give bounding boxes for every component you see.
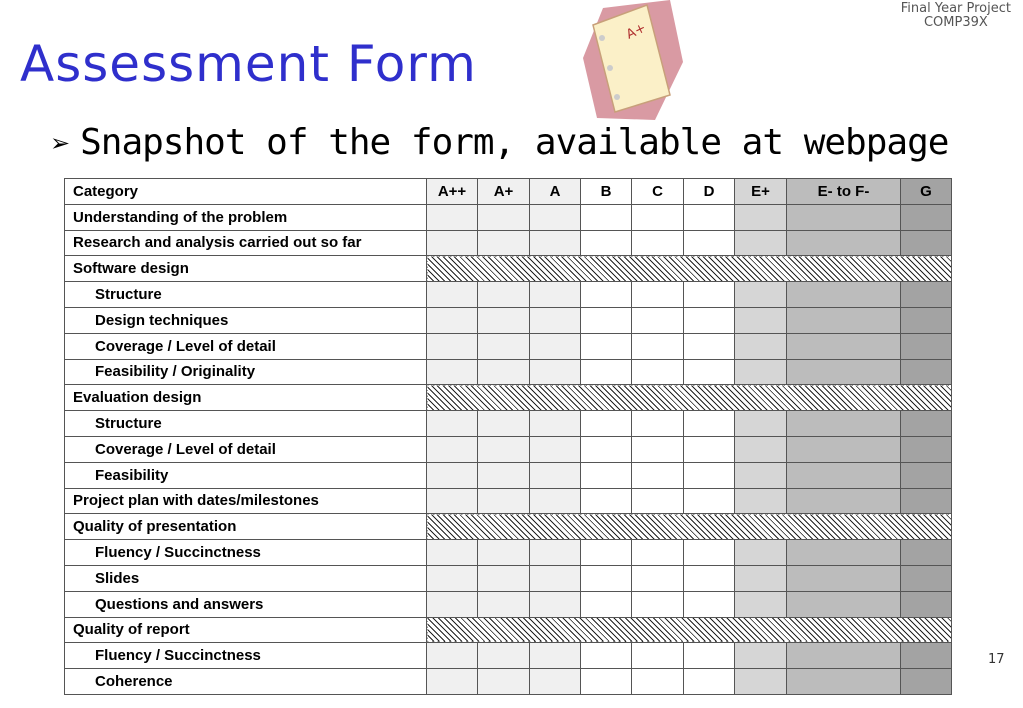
section-row	[65, 256, 952, 282]
grade-cell[interactable]	[787, 282, 901, 308]
table-row	[65, 565, 952, 591]
grade-cell[interactable]	[581, 333, 632, 359]
grade-cell[interactable]	[581, 462, 632, 488]
grade-cell[interactable]	[427, 540, 478, 566]
grade-cell[interactable]	[632, 565, 684, 591]
grade-cell[interactable]	[478, 282, 530, 308]
grade-cell[interactable]	[632, 540, 684, 566]
section-row	[65, 514, 952, 540]
grade-cell[interactable]	[581, 359, 632, 385]
header-grade: D	[684, 179, 735, 205]
grade-cell[interactable]	[632, 436, 684, 462]
grade-cell[interactable]	[901, 643, 952, 669]
grade-cell[interactable]	[530, 591, 581, 617]
grade-cell[interactable]	[427, 282, 478, 308]
table-row	[65, 411, 952, 437]
grade-cell[interactable]	[735, 359, 787, 385]
grade-cell[interactable]	[735, 307, 787, 333]
grade-cell[interactable]	[632, 333, 684, 359]
grade-cell[interactable]	[632, 488, 684, 514]
grade-cell[interactable]	[684, 307, 735, 333]
grade-cell[interactable]	[684, 230, 735, 256]
row-label: Coverage / Level of detail	[65, 333, 427, 359]
grade-cell[interactable]	[684, 488, 735, 514]
grade-cell[interactable]	[581, 565, 632, 591]
grade-cell[interactable]	[787, 307, 901, 333]
grade-cell[interactable]	[787, 230, 901, 256]
grade-paper-clipart	[575, 0, 685, 125]
grade-cell[interactable]	[530, 643, 581, 669]
grade-cell[interactable]	[735, 643, 787, 669]
grade-cell[interactable]	[632, 307, 684, 333]
grade-cell[interactable]	[478, 540, 530, 566]
grade-cell[interactable]	[478, 230, 530, 256]
grade-cell[interactable]	[684, 565, 735, 591]
table-row	[65, 643, 952, 669]
header-grade: E+	[735, 179, 787, 205]
header-grade: G	[901, 179, 952, 205]
grade-cell[interactable]	[478, 669, 530, 695]
grade-cell[interactable]	[632, 591, 684, 617]
grade-cell[interactable]	[735, 436, 787, 462]
grade-cell[interactable]	[530, 204, 581, 230]
header-grade: C	[632, 179, 684, 205]
table-row	[65, 230, 952, 256]
grade-cell[interactable]	[478, 565, 530, 591]
grade-cell[interactable]	[632, 359, 684, 385]
grade-cell[interactable]	[581, 282, 632, 308]
grade-cell[interactable]	[581, 436, 632, 462]
row-label: Understanding of the problem	[65, 204, 427, 230]
grade-cell[interactable]	[581, 591, 632, 617]
slide-title: Assessment Form	[20, 35, 477, 93]
bullet-text: Snapshot of the form, available at webpage	[80, 122, 949, 163]
grade-cell[interactable]	[787, 462, 901, 488]
table-row	[65, 669, 952, 695]
grade-cell[interactable]	[901, 359, 952, 385]
grade-cell[interactable]	[901, 333, 952, 359]
grade-cell[interactable]	[735, 488, 787, 514]
grade-cell[interactable]	[478, 436, 530, 462]
hatched-section-cell	[427, 617, 952, 643]
grade-cell[interactable]	[581, 230, 632, 256]
section-row	[65, 617, 952, 643]
grade-cell[interactable]	[478, 333, 530, 359]
grade-cell[interactable]	[581, 411, 632, 437]
grade-cell[interactable]	[735, 333, 787, 359]
grade-cell[interactable]	[735, 411, 787, 437]
grade-cell[interactable]	[735, 565, 787, 591]
grade-cell[interactable]	[684, 591, 735, 617]
table-row	[65, 462, 952, 488]
table-row	[65, 540, 952, 566]
grade-cell[interactable]	[427, 669, 478, 695]
grade-cell[interactable]	[478, 462, 530, 488]
grade-cell[interactable]	[581, 643, 632, 669]
grade-cell[interactable]	[684, 204, 735, 230]
row-label: Structure	[65, 411, 427, 437]
grade-cell[interactable]	[427, 230, 478, 256]
grade-cell[interactable]	[787, 643, 901, 669]
grade-cell[interactable]	[581, 307, 632, 333]
row-label: Structure	[65, 282, 427, 308]
table-row	[65, 204, 952, 230]
grade-cell[interactable]	[787, 359, 901, 385]
assessment-form	[64, 178, 952, 695]
course-label	[901, 2, 1011, 30]
table-row	[65, 591, 952, 617]
grade-cell[interactable]	[427, 565, 478, 591]
grade-cell[interactable]	[478, 643, 530, 669]
row-label: Questions and answers	[65, 591, 427, 617]
grade-cell[interactable]	[901, 282, 952, 308]
row-label: Design techniques	[65, 307, 427, 333]
grade-cell[interactable]	[581, 488, 632, 514]
table-row	[65, 359, 952, 385]
header-category: Category	[65, 179, 427, 205]
grade-cell[interactable]	[427, 488, 478, 514]
grade-cell[interactable]	[684, 540, 735, 566]
grade-cell[interactable]	[735, 669, 787, 695]
grade-cell[interactable]	[787, 333, 901, 359]
row-label: Project plan with dates/milestones	[65, 488, 427, 514]
header-grade: A	[530, 179, 581, 205]
grade-cell[interactable]	[632, 462, 684, 488]
grade-cell[interactable]	[478, 204, 530, 230]
row-label: Slides	[65, 565, 427, 591]
row-label: Coherence	[65, 669, 427, 695]
grade-cell[interactable]	[901, 540, 952, 566]
row-label: Research and analysis carried out so far	[65, 230, 427, 256]
grade-cell[interactable]	[530, 307, 581, 333]
row-label: Fluency / Succinctness	[65, 643, 427, 669]
grade-cell[interactable]	[735, 282, 787, 308]
grade-cell[interactable]	[478, 307, 530, 333]
header-grade: A++	[427, 179, 478, 205]
assessment-table	[64, 178, 952, 695]
table-row	[65, 282, 952, 308]
grade-cell[interactable]	[901, 204, 952, 230]
table-row	[65, 488, 952, 514]
grade-cell[interactable]	[901, 462, 952, 488]
grade-cell[interactable]	[787, 540, 901, 566]
arrow-bullet-icon: ➢	[50, 128, 71, 157]
clipart-hole-2	[607, 65, 613, 71]
grade-cell[interactable]	[581, 204, 632, 230]
grade-cell[interactable]	[901, 565, 952, 591]
grade-cell[interactable]	[530, 540, 581, 566]
header-grade: A+	[478, 179, 530, 205]
grade-cell[interactable]	[530, 565, 581, 591]
grade-cell[interactable]	[787, 565, 901, 591]
grade-cell[interactable]	[530, 230, 581, 256]
grade-cell[interactable]	[735, 230, 787, 256]
page-number: 17	[988, 652, 1005, 667]
grade-cell[interactable]	[632, 282, 684, 308]
grade-cell[interactable]	[478, 488, 530, 514]
grade-cell[interactable]	[901, 230, 952, 256]
clipart-grade-text: A+	[624, 20, 649, 43]
grade-cell[interactable]	[684, 333, 735, 359]
grade-cell[interactable]	[787, 411, 901, 437]
grade-cell[interactable]	[427, 436, 478, 462]
grade-cell[interactable]	[735, 204, 787, 230]
grade-cell[interactable]	[478, 591, 530, 617]
row-label: Software design	[65, 256, 427, 282]
grade-cell[interactable]	[901, 411, 952, 437]
row-label: Fluency / Succinctness	[65, 540, 427, 566]
header-row	[65, 179, 952, 205]
header-grade: B	[581, 179, 632, 205]
row-label: Coverage / Level of detail	[65, 436, 427, 462]
grade-cell[interactable]	[787, 204, 901, 230]
header-grade: E- to F-	[787, 179, 901, 205]
course-line-1: Final Year Project	[900, 1, 1011, 16]
grade-cell[interactable]	[478, 359, 530, 385]
grade-cell[interactable]	[684, 462, 735, 488]
grade-cell[interactable]	[684, 411, 735, 437]
grade-cell[interactable]	[735, 540, 787, 566]
grade-cell[interactable]	[632, 204, 684, 230]
grade-cell[interactable]	[684, 359, 735, 385]
grade-cell[interactable]	[530, 359, 581, 385]
grade-cell[interactable]	[684, 282, 735, 308]
hatched-section-cell	[427, 256, 952, 282]
grade-cell[interactable]	[427, 204, 478, 230]
grade-cell[interactable]	[901, 591, 952, 617]
grade-cell[interactable]	[632, 669, 684, 695]
row-label: Feasibility	[65, 462, 427, 488]
grade-cell[interactable]	[427, 643, 478, 669]
grade-cell[interactable]	[684, 643, 735, 669]
grade-cell[interactable]	[530, 436, 581, 462]
grade-cell[interactable]	[427, 307, 478, 333]
grade-cell[interactable]	[684, 436, 735, 462]
grade-cell[interactable]	[735, 591, 787, 617]
grade-cell[interactable]	[787, 591, 901, 617]
grade-cell[interactable]	[901, 669, 952, 695]
table-row	[65, 333, 952, 359]
grade-cell[interactable]	[735, 462, 787, 488]
grade-cell[interactable]	[787, 669, 901, 695]
clipart-hole-1	[599, 35, 605, 41]
grade-cell[interactable]	[581, 540, 632, 566]
grade-cell[interactable]	[530, 333, 581, 359]
grade-cell[interactable]	[427, 591, 478, 617]
grade-cell[interactable]	[901, 307, 952, 333]
table-row	[65, 307, 952, 333]
hatched-section-cell	[427, 514, 952, 540]
grade-cell[interactable]	[530, 669, 581, 695]
grade-cell[interactable]	[478, 411, 530, 437]
section-row	[65, 385, 952, 411]
grade-cell[interactable]	[530, 462, 581, 488]
course-line-2: COMP39X	[923, 15, 988, 30]
bullet-item	[50, 122, 948, 163]
clipart-hole-3	[614, 94, 620, 100]
row-label: Feasibility / Originality	[65, 359, 427, 385]
grade-cell[interactable]	[530, 411, 581, 437]
grade-cell[interactable]	[530, 282, 581, 308]
grade-cell[interactable]	[787, 488, 901, 514]
grade-cell[interactable]	[684, 669, 735, 695]
grade-cell[interactable]	[632, 411, 684, 437]
grade-cell[interactable]	[787, 436, 901, 462]
grade-cell[interactable]	[427, 411, 478, 437]
grade-cell[interactable]	[427, 359, 478, 385]
grade-cell[interactable]	[901, 436, 952, 462]
row-label: Quality of report	[65, 617, 427, 643]
grade-cell[interactable]	[632, 643, 684, 669]
hatched-section-cell	[427, 385, 952, 411]
table-row	[65, 436, 952, 462]
row-label: Evaluation design	[65, 385, 427, 411]
grade-cell[interactable]	[427, 333, 478, 359]
grade-cell[interactable]	[581, 669, 632, 695]
row-label: Quality of presentation	[65, 514, 427, 540]
grade-cell[interactable]	[530, 488, 581, 514]
grade-cell[interactable]	[632, 230, 684, 256]
grade-cell[interactable]	[427, 462, 478, 488]
grade-cell[interactable]	[901, 488, 952, 514]
